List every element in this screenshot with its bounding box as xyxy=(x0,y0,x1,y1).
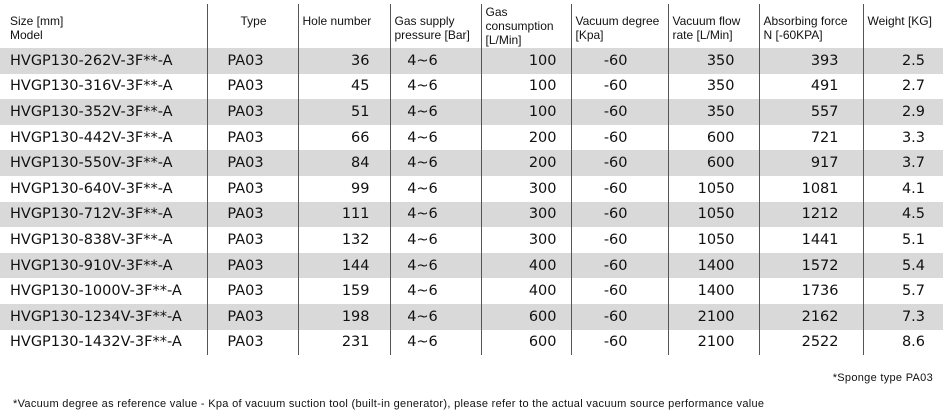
col-header-flow xyxy=(668,4,759,48)
cell-model: HVGP130-910V-3F**-A xyxy=(0,253,207,279)
cell-vacuum-flow: 1050 xyxy=(668,227,759,253)
spec-table xyxy=(0,4,943,355)
cell-vacuum-degree: -60 xyxy=(571,150,668,176)
cell-absorbing-force: 2162 xyxy=(759,304,863,330)
cell-hole-number: 66 xyxy=(298,125,390,151)
table-row xyxy=(0,304,943,330)
cell-vacuum-degree: -60 xyxy=(571,74,668,100)
cell-type: PA03 xyxy=(207,253,298,279)
cell-model: HVGP130-1000V-3F**-A xyxy=(10,283,182,300)
table-row xyxy=(0,278,943,304)
cell-weight: 3.7 xyxy=(863,150,943,176)
cell-type: PA03 xyxy=(207,125,298,151)
cell-gas-consumption: 100 xyxy=(481,74,571,100)
cell-vacuum-flow: 1050 xyxy=(668,202,759,228)
table-row xyxy=(0,202,943,228)
cell-absorbing-force: 1081 xyxy=(759,176,863,202)
header-line: Type xyxy=(240,14,267,28)
cell-gas-consumption: 300 xyxy=(481,202,571,228)
cell-vacuum-degree: -60 xyxy=(571,278,668,304)
vacuum-note: *Vacuum degree as reference value - Kpa of vacuum suction tool (built-in generator), please refer to the actual vacuum source performance value xyxy=(13,398,765,410)
cell-vacuum-flow: 2100 xyxy=(668,304,759,330)
header-line: Gas xyxy=(485,5,508,19)
cell-model: HVGP130-838V-3F**-A xyxy=(10,231,173,248)
cell-vacuum-flow: 350 xyxy=(668,74,759,100)
header-line: consumption xyxy=(485,19,554,33)
cell-absorbing-force: 721 xyxy=(759,125,863,151)
cell-vacuum-flow: 600 xyxy=(668,125,759,151)
col-header-vacuum xyxy=(571,4,668,48)
col-header-consumption xyxy=(481,4,571,48)
header-line: Hole number xyxy=(302,14,372,28)
cell-absorbing-force: 491 xyxy=(759,74,863,100)
cell-gas-pressure: 4~6 xyxy=(390,227,481,253)
cell-weight: 2.9 xyxy=(863,99,943,125)
cell-weight: 8.6 xyxy=(863,330,943,356)
table-row xyxy=(0,74,943,100)
cell-model: HVGP130-1432V-3F**-A xyxy=(10,334,182,351)
header-line: N [-60KPA] xyxy=(763,28,823,42)
header-line: [Kpa] xyxy=(575,28,604,42)
cell-gas-pressure: 4~6 xyxy=(390,253,481,279)
cell-gas-pressure: 4~6 xyxy=(390,99,481,125)
table-row xyxy=(0,125,943,151)
cell-hole-number: 99 xyxy=(298,176,390,202)
header-line: [L/Min] xyxy=(485,33,522,47)
cell-vacuum-degree: -60 xyxy=(571,48,668,74)
header-line: pressure [Bar] xyxy=(394,28,470,42)
table-row xyxy=(0,227,943,253)
cell-weight: 3.3 xyxy=(863,125,943,151)
cell-hole-number: 84 xyxy=(298,150,390,176)
table-row xyxy=(0,48,943,74)
cell-weight: 2.7 xyxy=(863,74,943,100)
cell-absorbing-force: 917 xyxy=(759,150,863,176)
cell-type: PA03 xyxy=(207,330,298,356)
cell-model: HVGP130-640V-3F**-A xyxy=(10,180,173,197)
header-row xyxy=(0,4,943,48)
cell-gas-pressure: 4~6 xyxy=(390,278,481,304)
cell-gas-consumption: 100 xyxy=(481,99,571,125)
cell-type: PA03 xyxy=(207,48,298,74)
header-line: Model xyxy=(10,28,43,42)
cell-weight: 5.1 xyxy=(863,227,943,253)
cell-gas-consumption: 200 xyxy=(481,150,571,176)
cell-gas-consumption: 200 xyxy=(481,125,571,151)
cell-vacuum-degree: -60 xyxy=(571,330,668,356)
cell-type: PA03 xyxy=(207,304,298,330)
cell-vacuum-degree: -60 xyxy=(571,202,668,228)
cell-model: HVGP130-550V-3F**-A xyxy=(0,150,207,176)
cell-hole-number: 51 xyxy=(298,99,390,125)
cell-vacuum-degree: -60 xyxy=(571,227,668,253)
cell-gas-consumption: 600 xyxy=(481,330,571,356)
cell-model: HVGP130-442V-3F**-A xyxy=(10,129,173,146)
table-row xyxy=(0,253,943,279)
cell-vacuum-degree: -60 xyxy=(571,253,668,279)
cell-absorbing-force: 1736 xyxy=(759,278,863,304)
cell-absorbing-force: 2522 xyxy=(759,330,863,356)
cell-gas-consumption: 300 xyxy=(481,227,571,253)
cell-hole-number: 132 xyxy=(298,227,390,253)
cell-vacuum-flow: 350 xyxy=(668,48,759,74)
cell-gas-pressure: 4~6 xyxy=(390,150,481,176)
cell-weight: 7.3 xyxy=(863,304,943,330)
cell-hole-number: 231 xyxy=(298,330,390,356)
cell-vacuum-degree: -60 xyxy=(571,99,668,125)
cell-weight: 2.5 xyxy=(863,48,943,74)
cell-model: HVGP130-1234V-3F**-A xyxy=(0,304,207,330)
cell-vacuum-flow: 1400 xyxy=(668,253,759,279)
header-line: Vacuum flow xyxy=(672,14,741,28)
cell-weight: 5.4 xyxy=(863,253,943,279)
cell-type: PA03 xyxy=(207,99,298,125)
sponge-note: *Sponge type PA03 xyxy=(832,372,933,384)
header-line: Gas supply xyxy=(394,14,455,28)
cell-hole-number: 111 xyxy=(298,202,390,228)
cell-hole-number: 144 xyxy=(298,253,390,279)
cell-model: HVGP130-712V-3F**-A xyxy=(0,202,207,228)
cell-gas-consumption: 400 xyxy=(481,278,571,304)
col-header-type xyxy=(207,4,298,48)
header-line: Size [mm] xyxy=(10,14,64,28)
cell-model: HVGP130-262V-3F**-A xyxy=(0,48,207,74)
cell-gas-pressure: 4~6 xyxy=(390,330,481,356)
cell-absorbing-force: 393 xyxy=(759,48,863,74)
table-row xyxy=(0,99,943,125)
cell-type: PA03 xyxy=(207,278,298,304)
cell-gas-pressure: 4~6 xyxy=(390,202,481,228)
cell-gas-pressure: 4~6 xyxy=(390,125,481,151)
col-header-force xyxy=(759,4,863,48)
cell-gas-pressure: 4~6 xyxy=(390,48,481,74)
cell-absorbing-force: 1441 xyxy=(759,227,863,253)
cell-gas-consumption: 100 xyxy=(481,48,571,74)
table-row xyxy=(0,150,943,176)
table-row xyxy=(0,176,943,202)
cell-vacuum-degree: -60 xyxy=(571,125,668,151)
cell-vacuum-flow: 350 xyxy=(668,99,759,125)
cell-weight: 4.5 xyxy=(863,202,943,228)
col-header-weight xyxy=(863,4,943,48)
cell-vacuum-flow: 1050 xyxy=(668,176,759,202)
cell-hole-number: 36 xyxy=(298,48,390,74)
cell-model: HVGP130-316V-3F**-A xyxy=(10,78,173,95)
col-header-hole xyxy=(298,4,390,48)
cell-model: HVGP130-352V-3F**-A xyxy=(0,99,207,125)
cell-absorbing-force: 557 xyxy=(759,99,863,125)
cell-hole-number: 198 xyxy=(298,304,390,330)
header-line: Vacuum degree xyxy=(575,14,660,28)
header-line: Absorbing force xyxy=(763,14,848,28)
cell-type: PA03 xyxy=(207,74,298,100)
cell-absorbing-force: 1572 xyxy=(759,253,863,279)
cell-vacuum-flow: 2100 xyxy=(668,330,759,356)
cell-absorbing-force: 1212 xyxy=(759,202,863,228)
cell-gas-consumption: 600 xyxy=(481,304,571,330)
col-header-pressure xyxy=(390,4,481,48)
cell-gas-consumption: 400 xyxy=(481,253,571,279)
cell-vacuum-degree: -60 xyxy=(571,176,668,202)
cell-gas-pressure: 4~6 xyxy=(390,304,481,330)
cell-weight: 5.7 xyxy=(863,278,943,304)
cell-hole-number: 159 xyxy=(298,278,390,304)
cell-vacuum-flow: 600 xyxy=(668,150,759,176)
cell-hole-number: 45 xyxy=(298,74,390,100)
cell-vacuum-flow: 1400 xyxy=(668,278,759,304)
cell-type: PA03 xyxy=(207,176,298,202)
header-line: Weight [KG] xyxy=(867,14,932,28)
table-row xyxy=(0,330,943,356)
header-line: rate [L/Min] xyxy=(672,28,733,42)
cell-gas-consumption: 300 xyxy=(481,176,571,202)
cell-gas-pressure: 4~6 xyxy=(390,176,481,202)
cell-type: PA03 xyxy=(207,150,298,176)
cell-vacuum-degree: -60 xyxy=(571,304,668,330)
cell-weight: 4.1 xyxy=(863,176,943,202)
cell-type: PA03 xyxy=(207,202,298,228)
cell-gas-pressure: 4~6 xyxy=(390,74,481,100)
col-header-model xyxy=(0,4,207,48)
cell-type: PA03 xyxy=(207,227,298,253)
